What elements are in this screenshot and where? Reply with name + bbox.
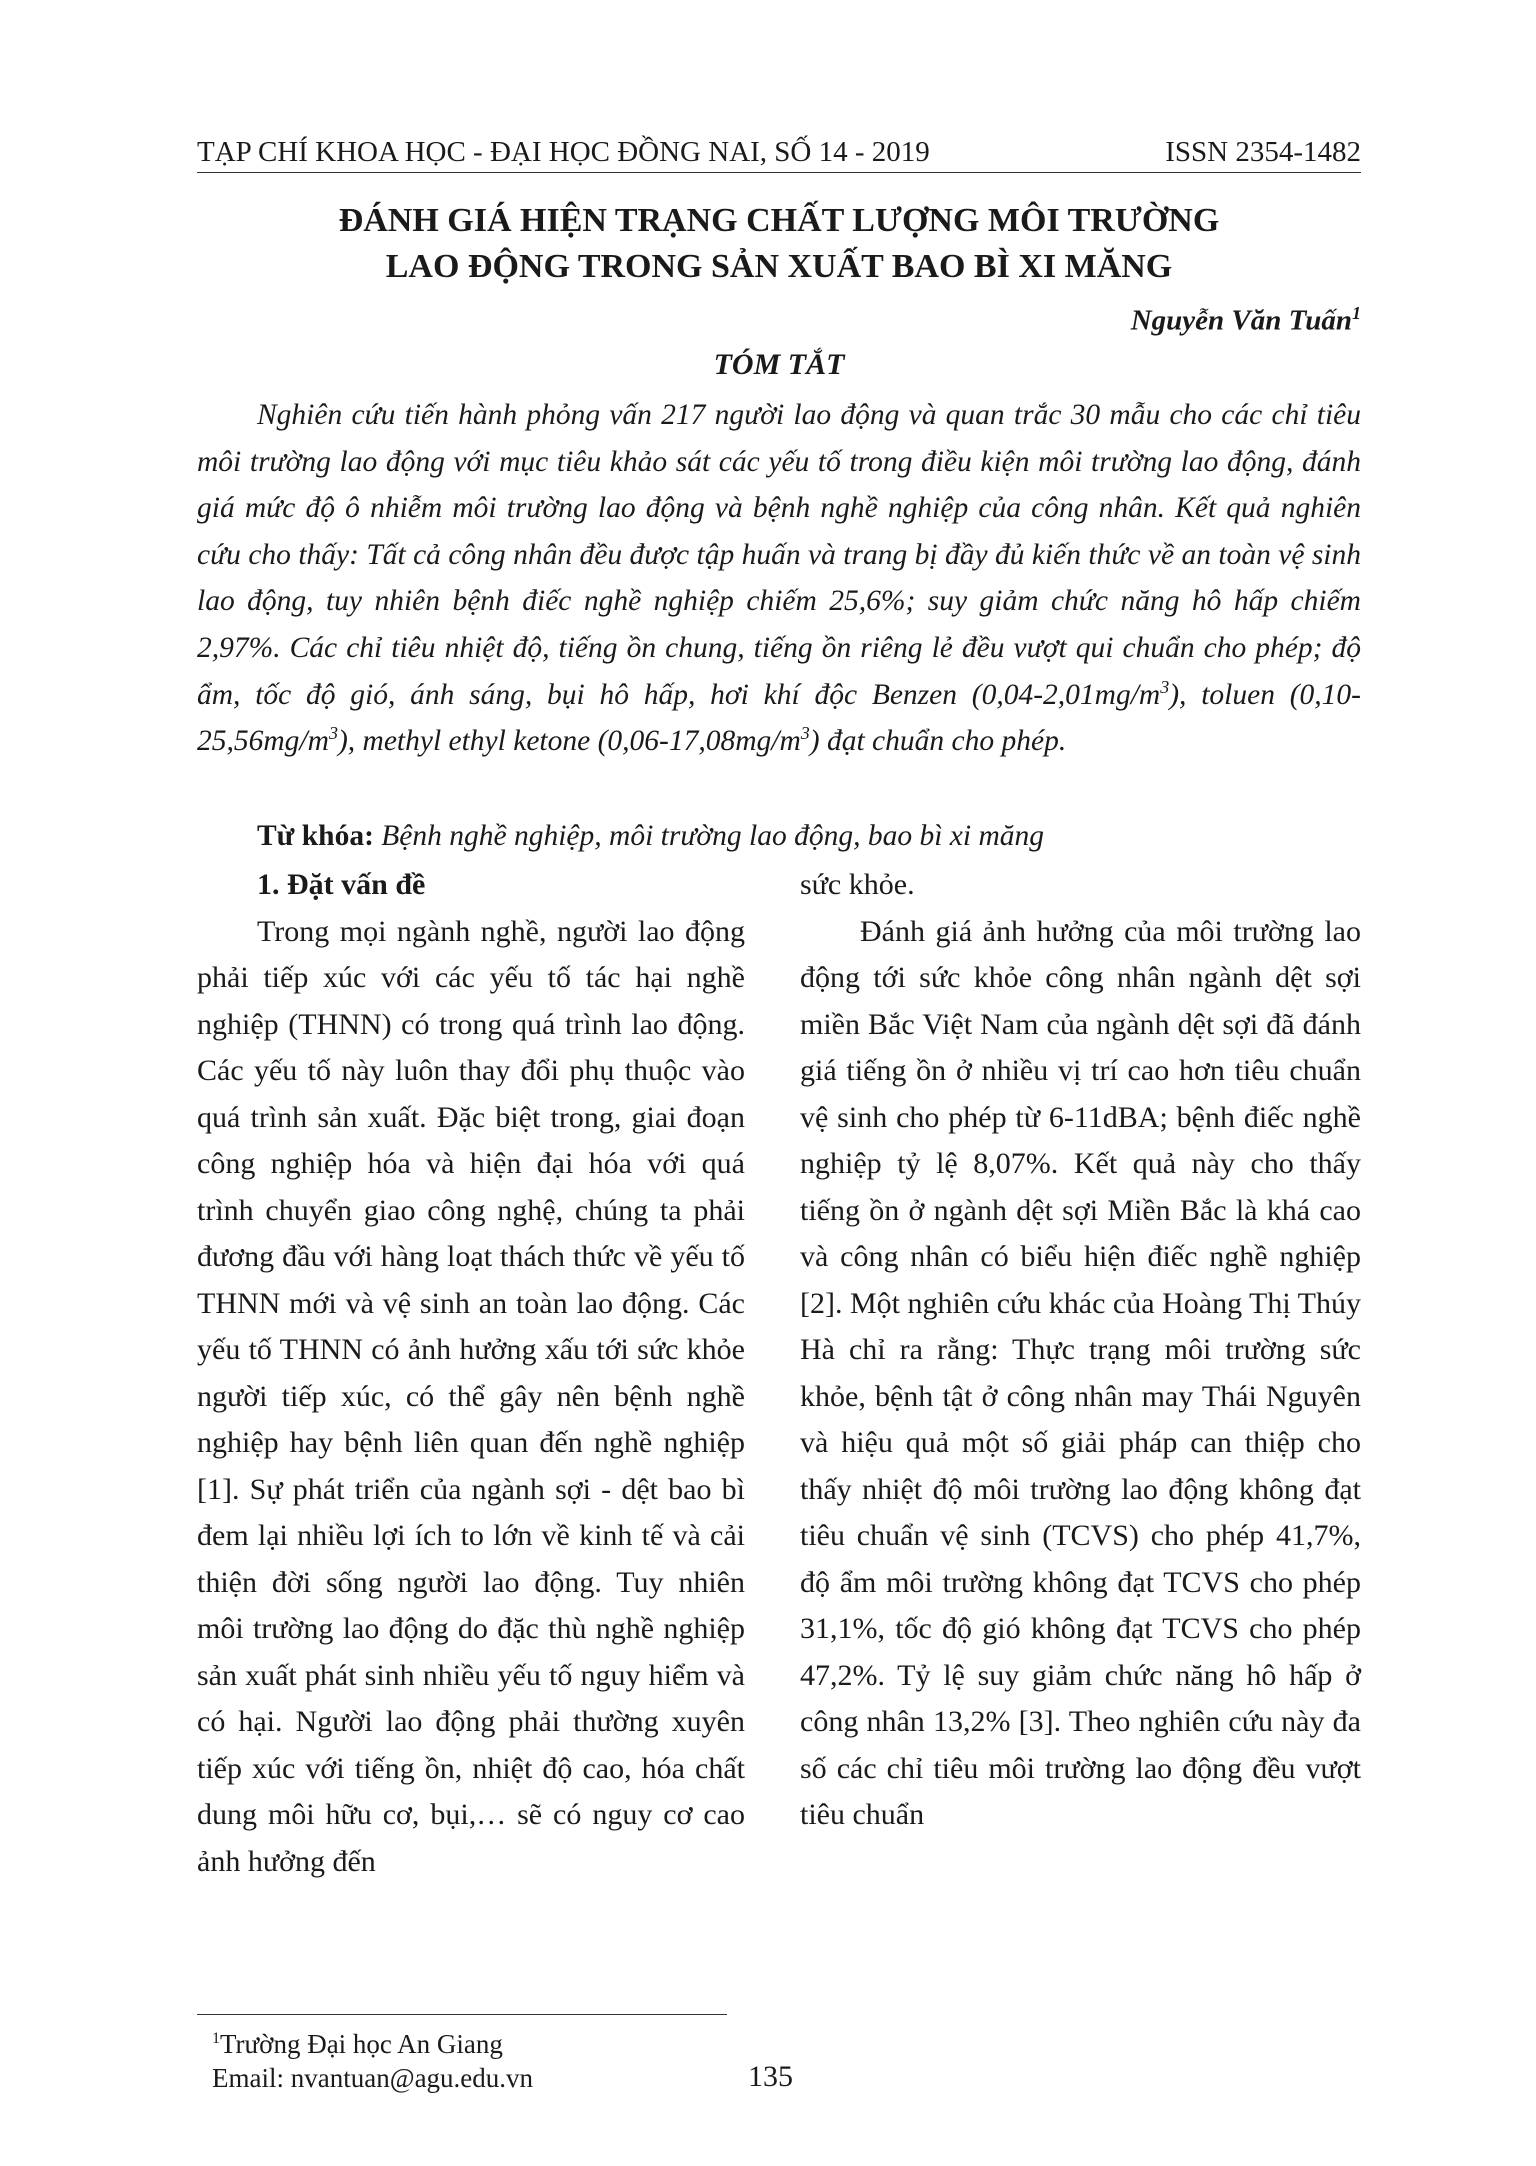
abstract-text	[197, 392, 1361, 765]
footnote	[212, 2022, 533, 2095]
right-continuation: sức khỏe.	[800, 868, 915, 901]
footnote-mark: 1	[212, 2030, 220, 2047]
left-paragraph: Trong mọi ngành nghề, người lao động phải tiếp xúc với các yếu tố tác hại nghề nghiệp (THNN) có trong quá trình lao động. Các yếu tố này luôn thay đổi phụ thuộc vào quá trình sản xuất. Đặc biệt trong, giai đoạn công nghiệp hóa và hiện đại hóa với quá trình chuyển giao công nghệ, chúng ta phải đương đầu với hàng loạt thách thức về yếu tố THNN mới và vệ sinh an toàn lao động. Các yếu tố THNN có ảnh hưởng xấu tới sức khỏe người tiếp xúc, có thể gây nên bệnh nghề nghiệp hay bệnh liên quan đến nghề nghiệp [1]. Sự phát triển của ngành sợi - dệt bao bì đem lại nhiều lợi ích to lớn về kinh tế và cải thiện đời sống người lao động. Tuy nhiên môi trường lao động do đặc thù nghề nghiệp sản xuất phát sinh nhiều yếu tố nguy hiểm và có hại. Người lao động phải thường xuyên tiếp xúc với tiếng ồn, nhiệt độ cao, hóa chất dung môi hữu cơ, bụi,… sẽ có nguy cơ cao ảnh hưởng đến	[197, 914, 745, 1878]
abstract-part-3: ), methyl ethyl ketone (0,06-17,08mg/m	[337, 725, 801, 758]
author-affiliation-mark: 1	[1352, 303, 1361, 323]
abstract-part-2: ), toluen (0,10-25,56mg/m	[197, 678, 1361, 758]
author	[1131, 303, 1361, 338]
paper-title	[197, 198, 1361, 290]
section-heading: 1. Đặt vấn đề	[257, 868, 426, 901]
keywords-label: Từ khóa:	[257, 820, 374, 852]
abstract-part-1: Nghiên cứu tiến hành phỏng vấn 217 người lao động và quan trắc 30 mẫu cho các chỉ tiêu môi trường lao động với mục tiêu khảo sát các yếu tố trong điều kiện môi trường lao động, đánh giá mức độ ô nhiễm môi trường lao động và bệnh nghề nghiệp của công nhân. Kết quả nghiên cứu cho thấy: Tất cả công nhân đều được tập huấn và trang bị đầy đủ kiến thức về an toàn vệ sinh lao động, tuy nhiên bệnh điếc nghề nghiệp chiếm 25,6%; suy giảm chức năng hô hấp chiếm 2,97%. Các chỉ tiêu nhiệt độ, tiếng ồn chung, tiếng ồn riêng lẻ đều vượt qui chuẩn cho phép; độ ẩm, tốc độ gió, ánh sáng, bụi hô hấp, hơi khí độc Benzen (0,04-2,01mg/m	[197, 399, 1361, 711]
abstract-sup-1: 3	[1160, 676, 1170, 697]
issn: ISSN 2354-1482	[1165, 136, 1361, 168]
running-header	[197, 134, 1361, 173]
left-column	[197, 862, 745, 1885]
abstract-sup-3: 3	[800, 723, 810, 744]
keywords-text: Bệnh nghề nghiệp, môi trường lao động, bao bì xi măng	[381, 820, 1045, 852]
page-number: 135	[748, 2060, 793, 2093]
title-line-1: ĐÁNH GIÁ HIỆN TRẠNG CHẤT LƯỢNG MÔI TRƯỜNG	[338, 202, 1220, 239]
footnote-affiliation: Trường Đại học An Giang	[220, 2029, 503, 2059]
abstract-part-4: ) đạt chuẩn cho phép.	[809, 725, 1067, 758]
right-column	[800, 862, 1361, 1839]
footnote-divider	[197, 2014, 727, 2015]
abstract-heading: TÓM TẮT	[713, 348, 845, 381]
title-line-2: LAO ĐỘNG TRONG SẢN XUẤT BAO BÌ XI MĂNG	[385, 248, 1173, 285]
right-paragraph: Đánh giá ảnh hưởng của môi trường lao động tới sức khỏe công nhân ngành dệt sợi miền Bắc Việt Nam của ngành dệt sợi đã đánh giá tiếng ồn ở nhiều vị trí cao hơn tiêu chuẩn vệ sinh cho phép từ 6-11dBA; bệnh điếc nghề nghiệp tỷ lệ 8,07%. Kết quả này cho thấy tiếng ồn ở ngành dệt sợi Miền Bắc là khá cao và công nhân có biểu hiện điếc nghề nghiệp [2]. Một nghiên cứu khác của Hoàng Thị Thúy Hà chỉ ra rằng: Thực trạng môi trường sức khỏe, bệnh tật ở công nhân may Thái Nguyên và hiệu quả một số giải pháp can thiệp cho thấy nhiệt độ môi trường lao động không đạt tiêu chuẩn vệ sinh (TCVS) cho phép 41,7%, độ ẩm môi trường không đạt TCVS cho phép 31,1%, tốc độ gió không đạt TCVS cho phép 47,2%. Tỷ lệ suy giảm chức năng hô hấp ở công nhân 13,2% [3]. Theo nghiên cứu này đa số các chỉ tiêu môi trường lao động đều vượt tiêu chuẩn	[800, 914, 1361, 1831]
author-name: Nguyễn Văn Tuấn	[1130, 304, 1352, 337]
footnote-email: Email: nvantuan@agu.edu.vn	[212, 2063, 534, 2093]
keywords	[257, 816, 1361, 856]
journal-name: TẠP CHÍ KHOA HỌC - ĐẠI HỌC ĐỒNG NAI, SỐ 14 - 2019	[197, 136, 930, 168]
abstract-sup-2: 3	[328, 723, 338, 744]
